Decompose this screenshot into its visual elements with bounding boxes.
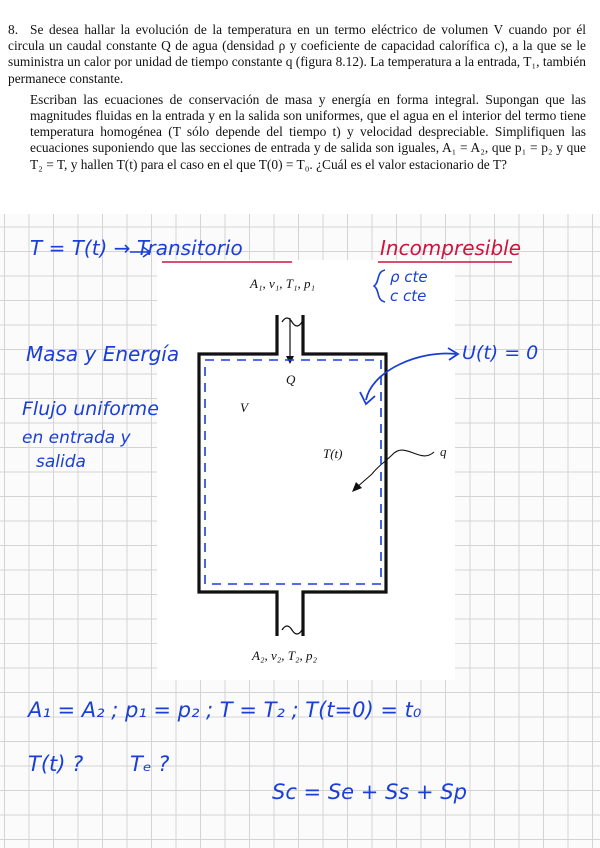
note-question-temperature: T(t) ? [28, 752, 84, 776]
note-uniform-flow-1: Flujo uniforme [22, 398, 159, 420]
u-pointer-arrow [366, 353, 456, 400]
note-transient-text: T = T(t) → Transitorio [30, 236, 243, 260]
note-heat-capacity-constant: c cte [390, 287, 427, 305]
problem-number: 8. [8, 22, 19, 37]
property-brace [374, 270, 385, 302]
temperature-label: T(t) [323, 446, 343, 461]
heat-label: q [440, 444, 447, 459]
note-density-constant: ρ cte [390, 268, 428, 286]
note-assumptions: A₁ = A₂ ; p₁ = p₂ ; T = T₂ ; T(t=0) = t₀ [28, 698, 422, 722]
inlet-cut-line [282, 318, 302, 326]
outlet-cut-line [282, 626, 302, 634]
problem-paragraph-1-text: Se desea hallar la evolución de la temperatura en un termo eléctrico de volumen V cuando por él circula un caudal constante Q de agua (densidad ρ y coeficiente de capacidad calorífica c), a la que se le suministra un calor por unidad de tiempo constante q (figura 8.12). La temperatura a la entrada, T₁, también permanece constante. [8, 22, 586, 86]
note-question-steady: Tₑ ? [130, 752, 170, 776]
note-transient [30, 236, 243, 260]
note-uniform-flow-3: salida [36, 452, 86, 472]
outlet-label: A₂, v₂, T₂, p₂ [252, 648, 318, 663]
inlet-label: A₁, v₁, T₁, p₁ [250, 276, 316, 291]
flow-label: Q [286, 372, 296, 387]
vessel-outline [199, 315, 386, 636]
control-volume [205, 360, 381, 584]
note-entropy-balance: Sc = Se + Ss + Sp [272, 780, 467, 804]
note-mass-energy: Masa y Energía [26, 342, 180, 366]
volume-label: V [240, 400, 248, 415]
problem-paragraph-2: Escriban las ecuaciones de conservación de masa y energía en forma integral. Supongan que las magnitudes fluidas en la entrada y en la salida son uniformes, que el agua en el interior del termo tiene temperatura homogénea (T sólo depende del tiempo t) y velocidad despreciable. Simplifiquen las ecuaciones suponiendo que las secciones de entrada y de salida son iguales, A₁ = A₂, que p₁ = p₂ y que T₂ = T, y hallen T(t) para el caso en el que T(0) = T₀. ¿Cuál es el valor estacionario de T? [30, 91, 586, 172]
note-incompressible: Incompresible [380, 236, 522, 260]
note-internal-energy: U(t) = 0 [462, 342, 539, 364]
note-uniform-flow-2: en entrada y [22, 428, 131, 448]
